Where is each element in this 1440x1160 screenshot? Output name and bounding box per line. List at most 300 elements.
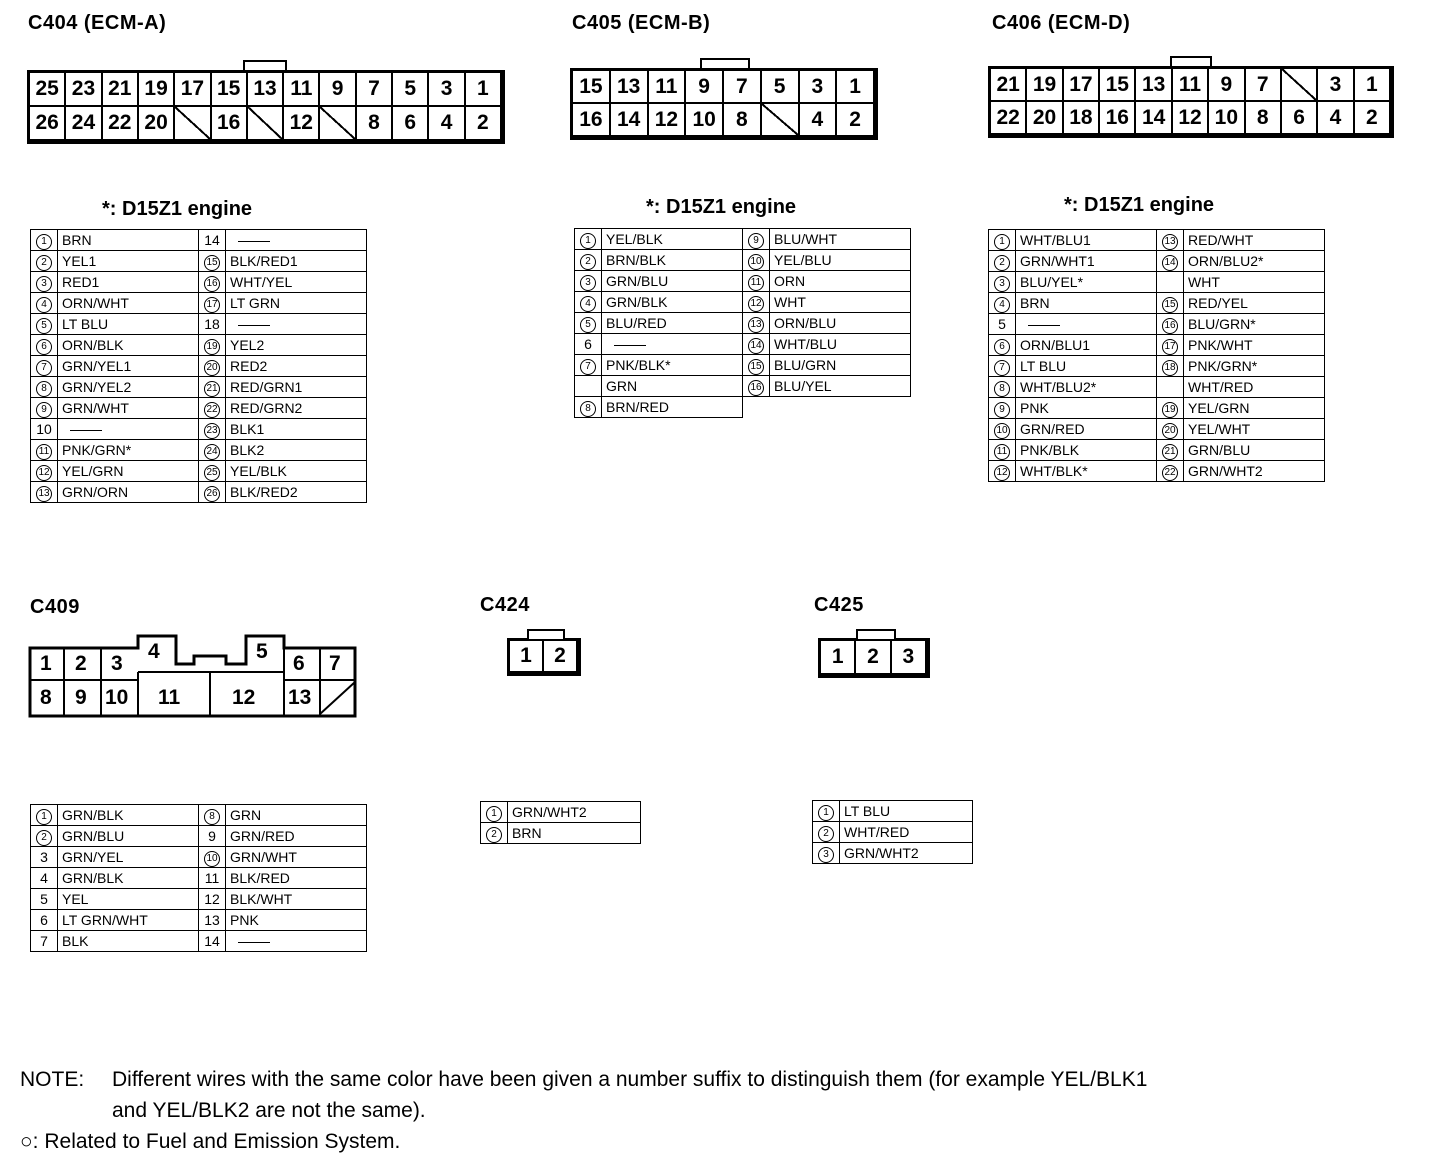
wire-color-text: GRN/BLU: [606, 273, 669, 289]
pin-7: 7: [1246, 69, 1282, 102]
fuel-emission-circle: 4: [580, 296, 596, 312]
note-prefix: NOTE:: [20, 1068, 85, 1091]
pin-19: 19: [139, 73, 175, 107]
fuel-emission-circle: 10: [994, 423, 1010, 439]
wire-color: [58, 826, 199, 847]
wire-color: [1016, 461, 1157, 482]
wire-color-text: BLK/RED1: [230, 253, 298, 269]
wire-color: [226, 356, 367, 377]
wire-color: [770, 229, 911, 250]
wire-color-text: ORN/BLU1: [1020, 337, 1091, 353]
fuel-emission-circle: 23: [204, 423, 220, 439]
pin-4: 4: [1318, 102, 1354, 135]
wire-color-text: GRN/YEL: [62, 849, 124, 865]
wire-color-text: YEL2: [230, 337, 265, 353]
pin-10: 10: [1209, 102, 1245, 135]
table-row: [481, 823, 641, 844]
fuel-emission-circle: 11: [994, 444, 1010, 460]
unused-pin-slot: [762, 104, 800, 137]
fuel-emission-circle: 7: [580, 359, 596, 375]
wire-color: [770, 292, 911, 313]
wire-color: [602, 334, 743, 355]
terminal-label: 14: [204, 232, 220, 248]
terminal-number: [743, 313, 770, 334]
table-row: [31, 230, 367, 251]
fuel-emission-circle: 4: [36, 297, 52, 313]
pin-10: 10: [686, 104, 724, 137]
fuel-emission-circle: 16: [204, 276, 220, 292]
terminal-number: [31, 377, 58, 398]
wire-color: [58, 910, 199, 931]
terminal-number: [199, 293, 226, 314]
wire-color: [58, 461, 199, 482]
wire-color-text: ORN/BLU2*: [1188, 253, 1264, 269]
wire-color-text: LT GRN/WHT: [62, 912, 148, 928]
terminal-label: 5: [40, 891, 48, 907]
fuel-emission-circle: 13: [748, 317, 764, 333]
wire-color: [1184, 377, 1325, 398]
fuel-emission-circle: 19: [1162, 402, 1178, 418]
terminal-number: [31, 251, 58, 272]
c425-pin-grid: [818, 638, 930, 678]
wire-color: [602, 229, 743, 250]
table-row: [575, 334, 911, 355]
pin-22: 22: [991, 102, 1027, 135]
wire-color: [602, 355, 743, 376]
pin-7: 7: [724, 71, 762, 104]
c405-latch: [700, 58, 750, 68]
wire-color-text: GRN/BLK: [62, 870, 124, 886]
fuel-emission-circle: 12: [994, 465, 1010, 481]
table-row: [31, 482, 367, 503]
wire-color: [226, 377, 367, 398]
pin-23: 23: [66, 73, 102, 107]
fuel-emission-circle: 5: [36, 318, 52, 334]
wire-color-text: BLU/GRN: [774, 357, 837, 373]
wire-color-text: YEL/BLU: [774, 252, 832, 268]
c404-connector: [27, 70, 505, 144]
table-row: [31, 826, 367, 847]
unused-pin-slot: [248, 107, 284, 141]
pin-13: 13: [248, 73, 284, 107]
no-wire-dash: [238, 241, 270, 242]
wire-color: [602, 313, 743, 334]
wire-color-text: PNK: [1020, 400, 1049, 416]
fuel-emission-circle: 1: [580, 233, 596, 249]
pin-11: 11: [284, 73, 320, 107]
wire-color-text: YEL/WHT: [1188, 421, 1251, 437]
wire-color: [840, 822, 973, 843]
c425-wire-table: [812, 800, 973, 864]
wire-color-text: GRN/WHT1: [1020, 253, 1095, 269]
wire-color: [58, 293, 199, 314]
c405-title: C405 (ECM-B): [572, 12, 711, 34]
terminal-number: [743, 271, 770, 292]
fuel-emission-circle: 5: [580, 317, 596, 333]
fuel-emission-circle: 3: [818, 847, 834, 863]
terminal-label: 6: [584, 336, 592, 352]
terminal-number: [989, 377, 1016, 398]
c409-pin: 6: [293, 652, 305, 675]
pin-4: 4: [800, 104, 838, 137]
terminal-number: [1157, 314, 1184, 335]
terminal-number: [31, 931, 58, 952]
pin-11: 11: [1173, 69, 1209, 102]
terminal-number: [989, 251, 1016, 272]
fuel-emission-circle: 9: [36, 402, 52, 418]
wire-color-text: LT BLU: [62, 316, 109, 332]
terminal-number: [1157, 230, 1184, 251]
fuel-emission-circle: 7: [36, 360, 52, 376]
terminal-number: [481, 802, 508, 823]
wire-color-text: YEL/BLK: [230, 463, 287, 479]
wire-color-text: PNK/BLK: [1020, 442, 1080, 458]
wire-color-text: GRN/BLU: [1188, 442, 1251, 458]
unused-pin-slot: [1282, 69, 1318, 102]
fuel-emission-circle: 2: [36, 830, 52, 846]
wire-color: [58, 889, 199, 910]
terminal-number: [31, 230, 58, 251]
c406-subtitle: *: D15Z1 engine: [1064, 194, 1215, 216]
terminal-number: [575, 313, 602, 334]
wire-color-text: GRN/RED: [1020, 421, 1085, 437]
wire-color-text: BRN/RED: [606, 399, 670, 415]
wire-color: [1184, 440, 1325, 461]
wire-color: [58, 805, 199, 826]
pin-16: 16: [573, 104, 611, 137]
terminal-number: [813, 801, 840, 822]
c424-latch: [527, 629, 565, 639]
pin-15: 15: [573, 71, 611, 104]
wire-color: [226, 398, 367, 419]
terminal-number: [743, 334, 770, 355]
wire-color: [226, 910, 367, 931]
fuel-emission-circle: 8: [994, 381, 1010, 397]
table-row: [575, 397, 911, 418]
wire-color: [1016, 314, 1157, 335]
table-row: [481, 802, 641, 823]
table-row: [31, 868, 367, 889]
wire-color-text: RED1: [62, 274, 100, 290]
c424-title: C424: [480, 594, 530, 616]
pin-3: 3: [1318, 69, 1354, 102]
pin-16: 16: [212, 107, 248, 141]
wire-color: [226, 931, 367, 952]
table-row: [989, 419, 1325, 440]
wire-color: [1016, 335, 1157, 356]
wire-color-text: WHT: [774, 294, 806, 310]
wire-color: [1184, 356, 1325, 377]
terminal-number: [31, 868, 58, 889]
pin-8: 8: [357, 107, 393, 141]
c404-subtitle: *: D15Z1 engine: [102, 198, 253, 220]
wire-color: [58, 272, 199, 293]
wire-color-text: BRN: [62, 232, 92, 248]
fuel-emission-circle: 16: [748, 380, 764, 396]
terminal-number: [575, 376, 602, 397]
pin-7: 7: [357, 73, 393, 107]
terminal-number: [1157, 251, 1184, 272]
fuel-emission-circle: 2: [486, 827, 502, 843]
wire-color: [58, 356, 199, 377]
c409-pin: 12: [232, 686, 256, 709]
wire-color: [1016, 419, 1157, 440]
c404-pin-grid: [27, 70, 505, 144]
wire-table: [988, 229, 1325, 482]
wire-color-text: PNK/BLK*: [606, 357, 671, 373]
table-row: [813, 801, 973, 822]
c406-latch: [1170, 56, 1212, 66]
terminal-number: [989, 419, 1016, 440]
wire-color-text: WHT/BLK*: [1020, 463, 1088, 479]
c409-pin: 1: [40, 652, 52, 675]
wire-color-text: YEL/GRN: [1188, 400, 1250, 416]
terminal-label: 13: [204, 912, 220, 928]
terminal-number: [1157, 398, 1184, 419]
table-row: [31, 461, 367, 482]
wire-color-text: GRN/WHT2: [1188, 463, 1263, 479]
wire-color: [58, 398, 199, 419]
wire-color: [1016, 398, 1157, 419]
wire-color-text: BLU/RED: [606, 315, 667, 331]
terminal-label: 4: [40, 870, 48, 886]
wire-color-text: GRN/WHT: [62, 400, 129, 416]
c424-wire-table: [480, 801, 641, 844]
terminal-label: 18: [204, 316, 220, 332]
terminal-number: [199, 889, 226, 910]
terminal-label: 5: [998, 316, 1006, 332]
wire-color: [1016, 251, 1157, 272]
terminal-number: [989, 272, 1016, 293]
table-row: [31, 805, 367, 826]
c424-connector: [507, 638, 581, 676]
pin-2: 2: [544, 641, 578, 673]
terminal-number: [989, 356, 1016, 377]
pin-19: 19: [1027, 69, 1063, 102]
terminal-number: [199, 931, 226, 952]
empty-cell: [743, 397, 911, 418]
terminal-number: [31, 335, 58, 356]
fuel-emission-circle: 15: [204, 255, 220, 271]
pin-2: 2: [1355, 102, 1391, 135]
fuel-emission-circle: 10: [204, 851, 220, 867]
no-wire-dash: [1028, 325, 1060, 326]
fuel-emission-circle: 3: [994, 276, 1010, 292]
fuel-emission-circle: 2: [36, 255, 52, 271]
table-row: [31, 356, 367, 377]
terminal-number: [743, 355, 770, 376]
fuel-emission-circle: 12: [748, 296, 764, 312]
pin-15: 15: [1100, 69, 1136, 102]
terminal-number: [199, 910, 226, 931]
terminal-number: [31, 482, 58, 503]
terminal-number: [743, 229, 770, 250]
wire-color-text: BLK1: [230, 421, 265, 437]
fuel-emission-circle: 9: [994, 402, 1010, 418]
pin-26: 26: [30, 107, 66, 141]
wire-color-text: RED/WHT: [1188, 232, 1254, 248]
no-wire-dash: [70, 430, 102, 431]
pin-12: 12: [1173, 102, 1209, 135]
fuel-emission-circle: 6: [994, 339, 1010, 355]
terminal-number: [31, 889, 58, 910]
wire-color: [1184, 461, 1325, 482]
wire-color-text: GRN/YEL2: [62, 379, 132, 395]
pin-6: 6: [393, 107, 429, 141]
wire-color-text: RED/GRN2: [230, 400, 303, 416]
wire-color: [1016, 272, 1157, 293]
table-row: [575, 313, 911, 334]
wire-color-text: YEL/BLK: [606, 231, 663, 247]
wire-color-text: GRN/RED: [230, 828, 295, 844]
wire-color: [1184, 293, 1325, 314]
terminal-number: [743, 376, 770, 397]
table-row: [575, 271, 911, 292]
terminal-number: [813, 822, 840, 843]
pin-20: 20: [139, 107, 175, 141]
terminal-number: [31, 847, 58, 868]
wire-color-text: BLK/RED: [230, 870, 290, 886]
fuel-emission-circle: 11: [36, 444, 52, 460]
terminal-number: [813, 843, 840, 864]
wire-color: [1016, 293, 1157, 314]
c409-pin: 10: [105, 686, 129, 709]
fuel-emission-circle: 2: [580, 254, 596, 270]
note-line-2: and YEL/BLK2 are not the same).: [112, 1099, 426, 1122]
pin-14: 14: [611, 104, 649, 137]
wire-color: [602, 250, 743, 271]
c409-pin: 2: [75, 652, 87, 675]
wire-color: [602, 271, 743, 292]
wire-color-text: GRN/YEL1: [62, 358, 132, 374]
wire-color-text: PNK: [230, 912, 259, 928]
wire-color-text: WHT/BLU1: [1020, 232, 1091, 248]
pin-21: 21: [103, 73, 139, 107]
pin-1: 1: [510, 641, 544, 673]
table-row: [31, 847, 367, 868]
unused-pin-slot: [175, 107, 211, 141]
table-row: [813, 822, 973, 843]
pin-17: 17: [1064, 69, 1100, 102]
pin-25: 25: [30, 73, 66, 107]
c406-connector: [988, 66, 1394, 138]
terminal-label: 12: [204, 891, 220, 907]
unused-pin-slot: [320, 107, 356, 141]
wire-color: [226, 293, 367, 314]
terminal-number: [575, 271, 602, 292]
terminal-number: [199, 377, 226, 398]
terminal-number: [199, 461, 226, 482]
terminal-number: [199, 230, 226, 251]
wire-color-text: GRN/WHT: [230, 849, 297, 865]
table-row: [989, 335, 1325, 356]
pin-12: 12: [284, 107, 320, 141]
wire-color: [770, 313, 911, 334]
wire-color: [770, 355, 911, 376]
fuel-emission-circle: 12: [36, 465, 52, 481]
note-line-3: ○: Related to Fuel and Emission System.: [20, 1130, 401, 1153]
fuel-emission-circle: 16: [1162, 318, 1178, 334]
table-row: [989, 398, 1325, 419]
table-row: [989, 377, 1325, 398]
fuel-emission-circle: 14: [748, 338, 764, 354]
wire-color-text: GRN/WHT2: [844, 845, 919, 861]
c409-pin: 7: [329, 652, 341, 675]
fuel-emission-circle: 13: [1162, 234, 1178, 250]
wire-color-text: ORN/WHT: [62, 295, 129, 311]
wire-color-text: YEL/GRN: [62, 463, 124, 479]
pin-5: 5: [393, 73, 429, 107]
wire-color: [1184, 314, 1325, 335]
c409-pin: 8: [40, 686, 52, 709]
pin-12: 12: [649, 104, 687, 137]
wire-color-text: BLK/WHT: [230, 891, 293, 907]
terminal-label: 6: [40, 912, 48, 928]
terminal-number: [199, 805, 226, 826]
pin-3: 3: [892, 641, 927, 675]
fuel-emission-circle: 10: [748, 254, 764, 270]
terminal-number: [31, 398, 58, 419]
pin-11: 11: [649, 71, 687, 104]
fuel-emission-circle: 3: [36, 276, 52, 292]
terminal-number: [1157, 419, 1184, 440]
terminal-label: 14: [204, 933, 220, 949]
terminal-number: [31, 419, 58, 440]
fuel-emission-circle: 1: [36, 809, 52, 825]
wire-table: [30, 804, 367, 952]
wire-color-text: PNK/WHT: [1188, 337, 1253, 353]
terminal-number: [199, 847, 226, 868]
pin-3: 3: [800, 71, 838, 104]
c405-pin-grid: [570, 68, 878, 140]
table-row: [989, 461, 1325, 482]
pin-1: 1: [1355, 69, 1391, 102]
fuel-emission-circle: 11: [748, 275, 764, 291]
table-row: [31, 377, 367, 398]
fuel-emission-circle: 3: [580, 275, 596, 291]
wire-color: [1184, 398, 1325, 419]
terminal-number: [31, 293, 58, 314]
terminal-number: [1157, 272, 1184, 293]
c409-pin: 3: [111, 652, 123, 675]
c409-connector: [28, 634, 358, 718]
wire-color-text: RED2: [230, 358, 268, 374]
wire-color: [226, 335, 367, 356]
c409-wire-table: [30, 804, 367, 952]
c404-title: C404 (ECM-A): [28, 12, 167, 34]
wire-color: [1184, 419, 1325, 440]
fuel-emission-circle: 1: [994, 234, 1010, 250]
fuel-emission-circle: 21: [204, 381, 220, 397]
terminal-number: [199, 314, 226, 335]
wire-color-text: ORN/BLK: [62, 337, 124, 353]
wire-color: [1184, 335, 1325, 356]
fuel-emission-circle: 15: [748, 359, 764, 375]
wire-color-text: BRN: [512, 825, 542, 841]
fuel-emission-circle: 8: [204, 809, 220, 825]
table-row: [31, 440, 367, 461]
wire-color: [770, 271, 911, 292]
table-row: [989, 440, 1325, 461]
table-row: [989, 272, 1325, 293]
wire-color: [226, 230, 367, 251]
table-row: [989, 230, 1325, 251]
c409-pin: 9: [75, 686, 87, 709]
wire-color: [226, 826, 367, 847]
pin-6: 6: [1282, 102, 1318, 135]
terminal-number: [989, 461, 1016, 482]
wire-color-text: WHT/BLU: [774, 336, 837, 352]
